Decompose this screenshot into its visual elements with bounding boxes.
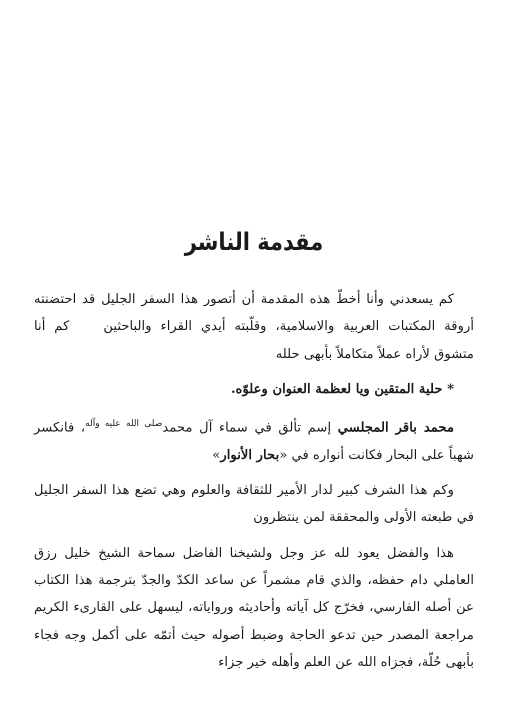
paragraph-3-text-1: إسم تألق في سماء آل محمد — [162, 420, 338, 436]
paragraph-5-line-3: هذا الكتاب عن أصله الفارسي، فخرّج كل آياته وأحاديثه ورواياته، ليسهل — [34, 573, 474, 616]
paragraph-1 — [34, 286, 474, 368]
paragraph-5-line-4: على القارىء الكريم مراجعة المصدر حين تدعو الحاجة وضبط أصوله حيث — [34, 600, 474, 643]
paragraph-3-line-2a: شهباً على البحار فكانت أنواره في « — [279, 447, 474, 463]
page-title: مقدمة الناشر — [184, 228, 324, 256]
paragraph-1-line-3b: كم أنا متشوق لأراه عملاً متكاملاً بأبهى حلله — [34, 319, 474, 362]
paragraph-5-line-5: أتمّه على أكمل وجه فجاء بأبهى حُلّة، فجزاه الله عن العلم وأهله خير جزاء — [34, 627, 474, 670]
paragraph-1-line-3a: والباحثين — [103, 319, 152, 335]
document-body — [34, 286, 474, 684]
paragraph-4-line-2: الجليل في طبعته الأولى والمحققة لمن ينتظرون — [34, 483, 474, 526]
paragraph-2 — [34, 376, 474, 403]
page — [34, 0, 474, 707]
author-name: محمد باقر المجلسي — [337, 420, 455, 436]
paragraph-4 — [34, 477, 474, 532]
honorific-mark: صلى الله عليه وآله — [85, 419, 163, 430]
paragraph-3-line-2b: » — [212, 447, 221, 463]
paragraph-3-text-2: ، فانكسر — [34, 420, 86, 436]
paragraph-4-line-1: وكم هذا الشرف كبير لدار الأمير للثقافة والعلوم وهي تضع هذا السفر — [73, 483, 454, 499]
paragraph-3 — [34, 411, 474, 469]
paragraph-1-line-1: كم يسعدني وأنا أخطّ هذه المقدمة أن أتصور هذا السفر الجليل قد — [82, 292, 454, 307]
book-title: بحار الأنوار — [220, 447, 280, 463]
paragraph-5-line-1: هذا والفضل يعود لله عز وجل ولشيخنا الفاضل سماحة الشيخ خليل — [64, 545, 454, 561]
paragraph-2-text: * حلية المتقين ويا لعظمة العنوان وعلوّه. — [230, 381, 454, 397]
paragraph-5-line-2: رزق العاملي دام حفظه، والذي قام مشمراً عن ساعد الكدّ والجدّ بترجمة — [34, 545, 474, 589]
paragraph-1-line-2: احتضنته أروقة المكتبات العربية والاسلامية، وقلّبته أيدي القراء — [34, 292, 474, 335]
paragraph-5 — [34, 540, 474, 676]
